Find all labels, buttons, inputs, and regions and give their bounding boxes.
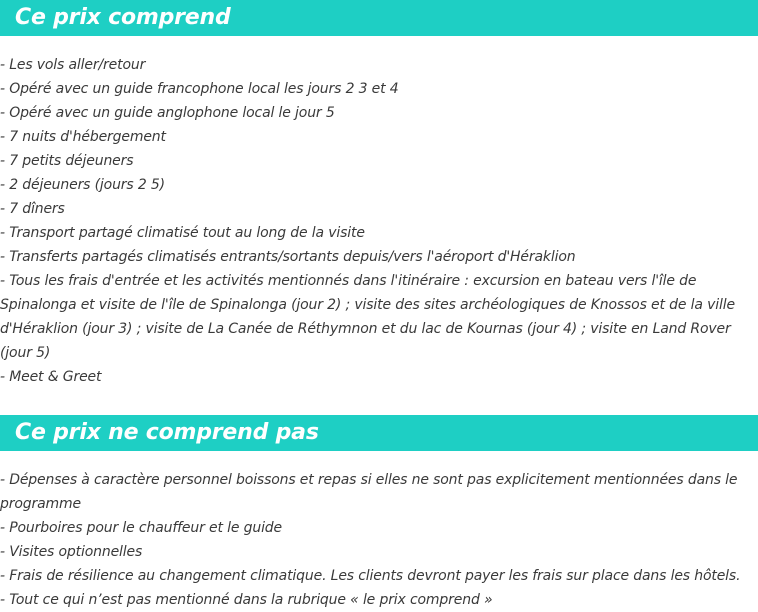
list-item: - 2 déjeuners (jours 2 5) [0, 177, 165, 193]
section-header-includes [0, 0, 758, 36]
list-item: - Tous les frais d'entrée et les activités mentionnés dans l'itinéraire : excursion en bateau vers l'île de Spinalonga et visite de l'île de Spinalonga (jour 2) ; visite des sites archéologiques de Knossos et de la ville d'Héraklion (jour 3) ; visite de La Canée de Réthymnon et du lac de Kournas (jour 4) ; visite en Land Rover (jour 5) [0, 273, 735, 361]
list-item: - Dépenses à caractère personnel boissons et repas si elles ne sont pas explicitement mentionnées dans le programme [0, 472, 738, 512]
includes-list [0, 53, 756, 389]
list-item: - Transport partagé climatisé tout au long de la visite [0, 225, 365, 241]
list-item: - Opéré avec un guide francophone local les jours 2 3 et 4 [0, 81, 399, 97]
excludes-list [0, 468, 756, 612]
section-title-excludes: Ce prix ne comprend pas [15, 420, 319, 445]
list-item: - Tout ce qui n’est pas mentionné dans la rubrique « le prix comprend » [0, 592, 493, 608]
list-item: - 7 nuits d'hébergement [0, 129, 166, 145]
list-item: - Frais de résilience au changement climatique. Les clients devront payer les frais sur place dans les hôtels. [0, 568, 741, 584]
list-item: - Visites optionnelles [0, 544, 143, 560]
section-header-excludes [0, 415, 758, 451]
list-item: - 7 dîners [0, 201, 65, 217]
list-item: - Meet & Greet [0, 369, 102, 385]
list-item: - Les vols aller/retour [0, 57, 146, 73]
list-item: - Opéré avec un guide anglophone local le jour 5 [0, 105, 335, 121]
list-item: - Transferts partagés climatisés entrants/sortants depuis/vers l'aéroport d'Héraklion [0, 249, 576, 265]
section-title-includes: Ce prix comprend [15, 5, 231, 30]
list-item: - 7 petits déjeuners [0, 153, 134, 169]
list-item: - Pourboires pour le chauffeur et le guide [0, 520, 283, 536]
